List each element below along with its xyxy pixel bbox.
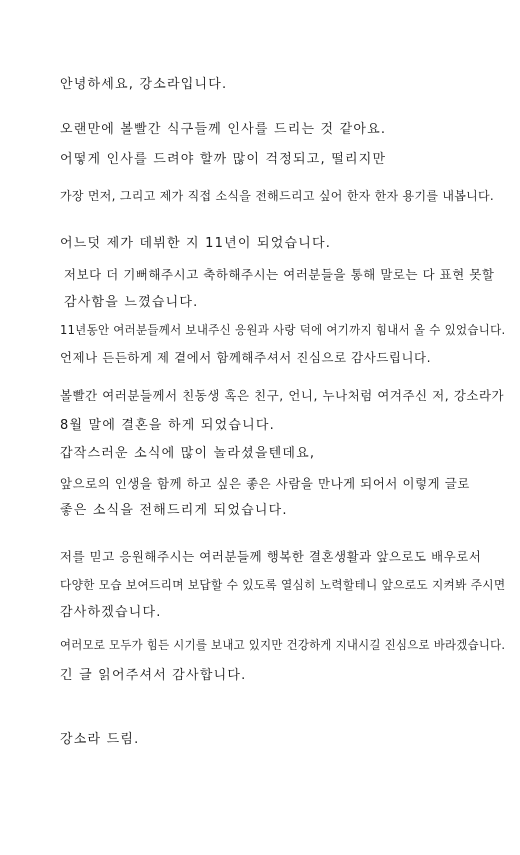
letter-line: 좋은 소식을 전해드리게 되었습니다. <box>60 503 288 518</box>
letter-line: 감사하겠습니다. <box>60 605 162 620</box>
letter-line: 오랜만에 볼빨간 식구들께 인사를 드리는 것 같아요. <box>60 122 387 137</box>
letter-line: 여러모로 모두가 힘든 시기를 보내고 있지만 건강하게 지내시길 진심으로 바라겠습니다. <box>60 638 506 652</box>
letter-line: 가장 먼저, 그리고 제가 직접 소식을 전해드리고 싶어 한자 한자 용기를 내봅니다. <box>60 189 495 203</box>
letter-line: 어느덧 제가 데뷔한 지 11년이 되었습니다. <box>60 236 332 251</box>
letter-line: 앞으로의 인생을 함께 하고 싶은 좋은 사람을 만나게 되어서 이렇게 글로 <box>60 476 470 491</box>
letter-line: 저를 믿고 응원해주시는 여러분들께 행복한 결혼생활과 앞으로도 배우로서 <box>60 549 482 564</box>
letter-greeting: 안녕하세요, 강소라입니다. <box>60 77 228 92</box>
letter-line: 어떻게 인사를 드려야 할까 많이 걱정되고, 떨리지만 <box>60 152 387 167</box>
letter-line: 언제나 든든하게 제 곁에서 함께해주셔서 진심으로 감사드립니다. <box>60 350 432 365</box>
letter-line: 8월 말에 결혼을 하게 되었습니다. <box>60 418 275 433</box>
letter-line: 저보다 더 기뻐해주시고 축하해주시는 여러분들을 통해 말로는 다 표현 못할 <box>64 267 495 282</box>
letter-line: 다양한 모습 보여드리며 보답할 수 있도록 열심히 노력할테니 앞으로도 지켜봐 주시면 <box>60 578 506 592</box>
letter-line: 긴 글 읽어주셔서 감사합니다. <box>60 668 247 683</box>
letter-line: 갑작스러운 소식에 많이 놀라셨을텐데요, <box>60 446 316 461</box>
letter-line: 11년동안 여러분들께서 보내주신 응원과 사랑 덕에 여기까지 힘내서 올 수 있었습니다. <box>60 323 506 337</box>
letter-line: 볼빨간 여러분들께서 친동생 혹은 친구, 언니, 누나처럼 여겨주신 저, 강소라가 <box>60 388 505 403</box>
letter-signature: 강소라 드림. <box>60 732 140 747</box>
letter-line: 감사함을 느꼈습니다. <box>64 295 199 310</box>
